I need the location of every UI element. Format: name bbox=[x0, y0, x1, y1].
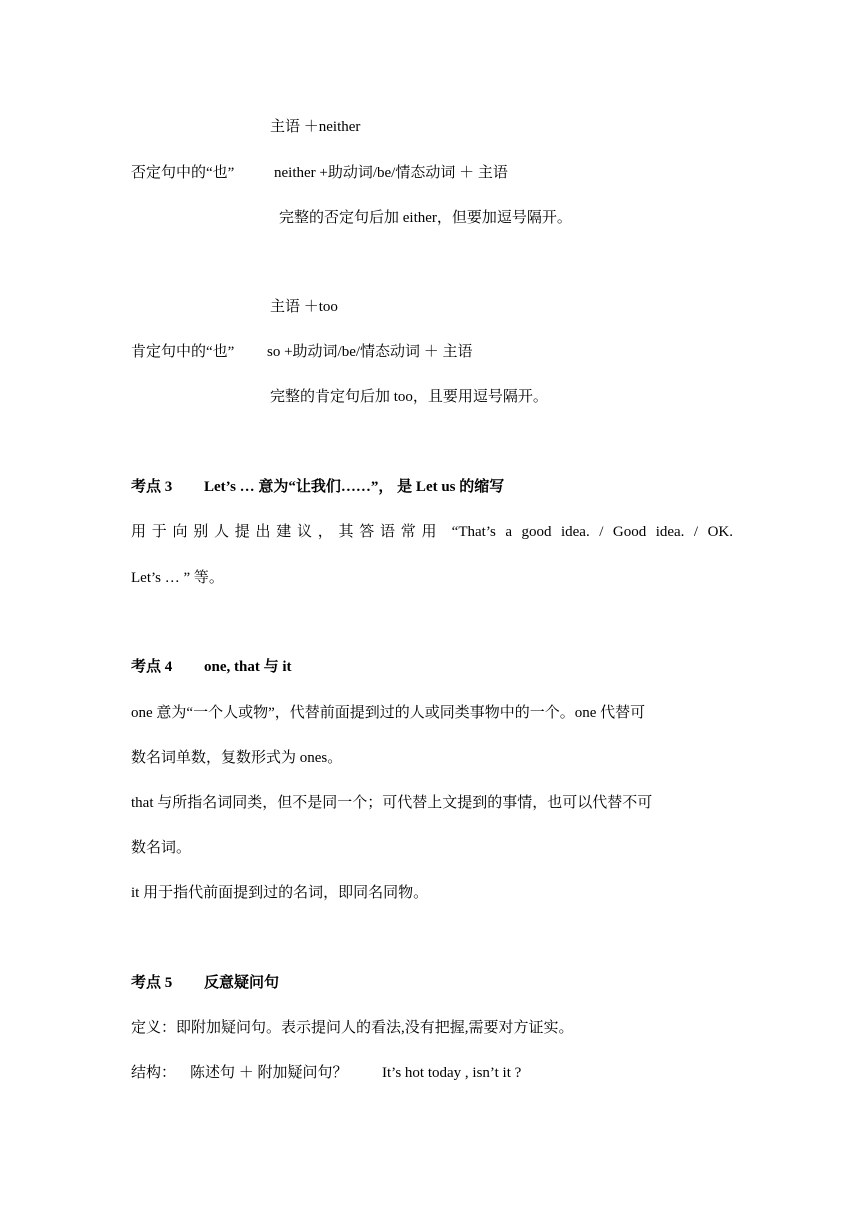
too-note: 完整的肯定句后加 too，且要用逗号隔开。 bbox=[270, 389, 548, 405]
point4-heading: one, that 与 it bbox=[204, 659, 292, 675]
so-structure: so +助动词/be/情态动词 ＋ 主语 bbox=[267, 344, 473, 360]
point3-line1: 用于向别人提出建议，其答语常用 “That’s a good idea. / Good idea. / OK. bbox=[131, 524, 733, 540]
point4-p3: it 用于指代前面提到过的名词，即同名同物。 bbox=[131, 885, 429, 901]
point5-definition: 定义：即附加疑问句。表示提问人的看法,没有把握,需要对方证实。 bbox=[131, 1020, 574, 1036]
point4-p2a: that 与所指名词同类，但不是同一个；可代替上文提到的事情，也可以代替不可 bbox=[131, 795, 653, 811]
point5-heading: 反意疑问句 bbox=[204, 975, 280, 991]
neither-structure: neither +助动词/be/情态动词 ＋ 主语 bbox=[274, 165, 508, 181]
neither-top: 主语 ＋neither bbox=[270, 119, 361, 135]
point3-line2: Let’s … ” 等。 bbox=[131, 570, 224, 586]
point5-number: 考点 5 bbox=[131, 975, 173, 991]
point5-structure-label: 结构： bbox=[131, 1065, 177, 1081]
neither-note: 完整的否定句后加 either，但要加逗号隔开。 bbox=[279, 210, 572, 226]
point4-p1a: one 意为“一个人或物”，代替前面提到过的人或同类事物中的一个。one 代替可 bbox=[131, 705, 646, 721]
point5-structure-formula: 陈述句 ＋ 附加疑问句？ bbox=[190, 1065, 348, 1081]
point3-heading: Let’s … 意为“让我们……”， 是 Let us 的缩写 bbox=[204, 479, 505, 495]
too-top: 主语 ＋too bbox=[270, 299, 338, 315]
point4-p2b: 数名词。 bbox=[131, 840, 192, 856]
point4-p1b: 数名词单数，复数形式为 ones。 bbox=[131, 750, 343, 766]
neither-label: 否定句中的“也” bbox=[131, 165, 235, 181]
point5-example: It’s hot today , isn’t it ? bbox=[382, 1065, 522, 1081]
too-label: 肯定句中的“也” bbox=[131, 344, 235, 360]
point4-number: 考点 4 bbox=[131, 659, 173, 675]
point3-number: 考点 3 bbox=[131, 479, 173, 495]
